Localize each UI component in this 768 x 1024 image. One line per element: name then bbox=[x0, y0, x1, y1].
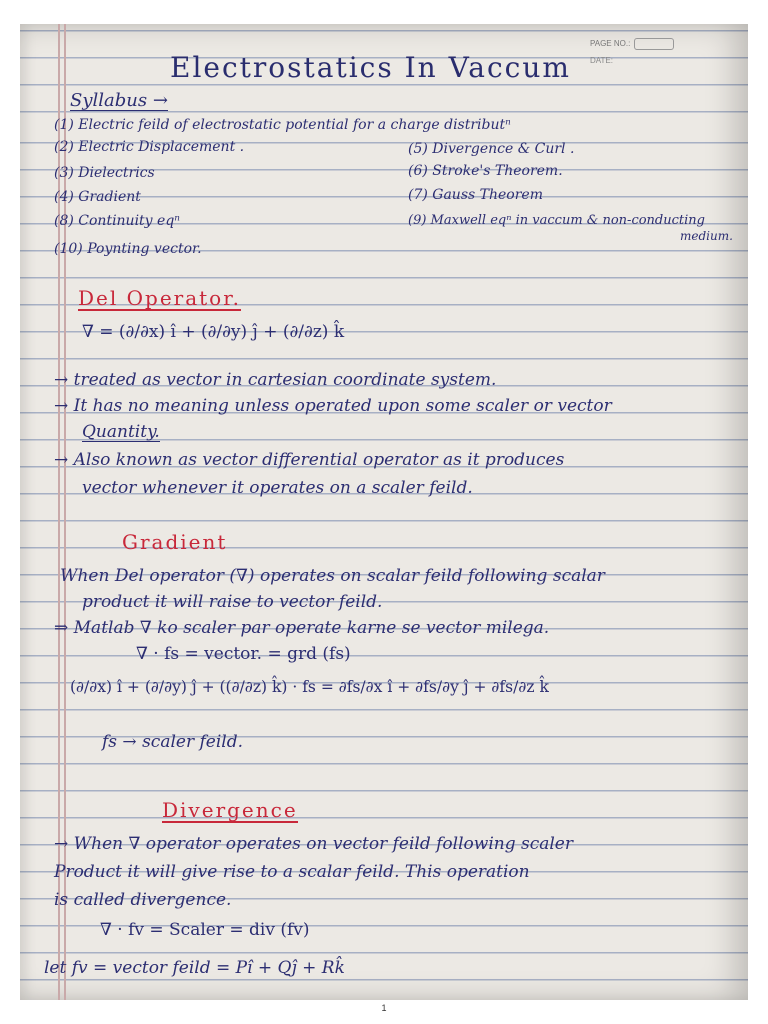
gradient-expansion: (∂/∂x) î + (∂/∂y) ĵ + ((∂/∂z) k̂) · fs = ∂fs/∂x î + ∂fs/∂y ĵ + ∂fs/∂z k̂ bbox=[70, 678, 549, 696]
gradient-line: fs → scaler feild. bbox=[102, 732, 243, 752]
syllabus-item: (4) Gradient bbox=[54, 189, 141, 205]
note-line: Quantity. bbox=[82, 422, 160, 442]
del-operator-heading: Del Operator. bbox=[78, 286, 241, 310]
page-number-field: PAGE NO.: bbox=[590, 38, 674, 50]
syllabus-item: (10) Poynting vector. bbox=[54, 241, 202, 257]
syllabus-item: (6) Stroke's Theorem. bbox=[408, 163, 563, 179]
syllabus-heading: Syllabus → bbox=[70, 90, 168, 111]
notebook-page bbox=[20, 24, 748, 1000]
syllabus-item: (5) Divergence & Curl . bbox=[408, 141, 575, 157]
note-line: → treated as vector in cartesian coordinate system. bbox=[54, 370, 497, 390]
syllabus-item: medium. bbox=[680, 229, 733, 243]
syllabus-item: (8) Continuity eqⁿ bbox=[54, 213, 180, 229]
syllabus-item: (2) Electric Displacement . bbox=[54, 139, 245, 155]
divergence-line: → When ∇ operator operates on vector feild following scaler bbox=[54, 834, 573, 854]
del-formula: ∇ = (∂/∂x) î + (∂/∂y) ĵ + (∂/∂z) k̂ bbox=[82, 322, 345, 342]
gradient-formula: ∇ · fs = vector. = grd (fs) bbox=[136, 644, 351, 664]
divergence-heading: Divergence bbox=[162, 798, 298, 822]
gradient-line: When Del operator (∇) operates on scalar feild following scalar bbox=[60, 566, 605, 586]
page-title: Electrostatics In Vaccum bbox=[170, 51, 571, 84]
gradient-line: product it will raise to vector feild. bbox=[82, 592, 383, 612]
syllabus-item: (3) Dielectrics bbox=[54, 165, 155, 181]
syllabus-item: (9) Maxwell eqⁿ in vaccum & non-conducting bbox=[408, 213, 705, 228]
divergence-line: is called divergence. bbox=[54, 890, 232, 910]
date-field: DATE: bbox=[590, 56, 613, 65]
gradient-heading: Gradient bbox=[122, 530, 228, 554]
syllabus-item: (1) Electric feild of electrostatic potential for a charge distributⁿ bbox=[54, 117, 511, 133]
note-line: → It has no meaning unless operated upon some scaler or vector bbox=[54, 396, 612, 416]
divergence-line: let fv = vector feild = Pî + Qĵ + Rk̂ bbox=[44, 958, 345, 978]
note-line: → Also known as vector differential operator as it produces bbox=[54, 450, 565, 470]
divergence-formula: ∇ · fv = Scaler = div (fv) bbox=[100, 920, 310, 940]
gradient-line: ⇒ Matlab ∇ ko scaler par operate karne se vector milega. bbox=[54, 618, 550, 638]
page-footer-number: 1 bbox=[381, 1003, 387, 1013]
note-line: vector whenever it operates on a scaler feild. bbox=[82, 478, 473, 498]
syllabus-item: (7) Gauss Theorem bbox=[408, 187, 543, 203]
divergence-line: Product it will give rise to a scalar feild. This operation bbox=[54, 862, 530, 882]
